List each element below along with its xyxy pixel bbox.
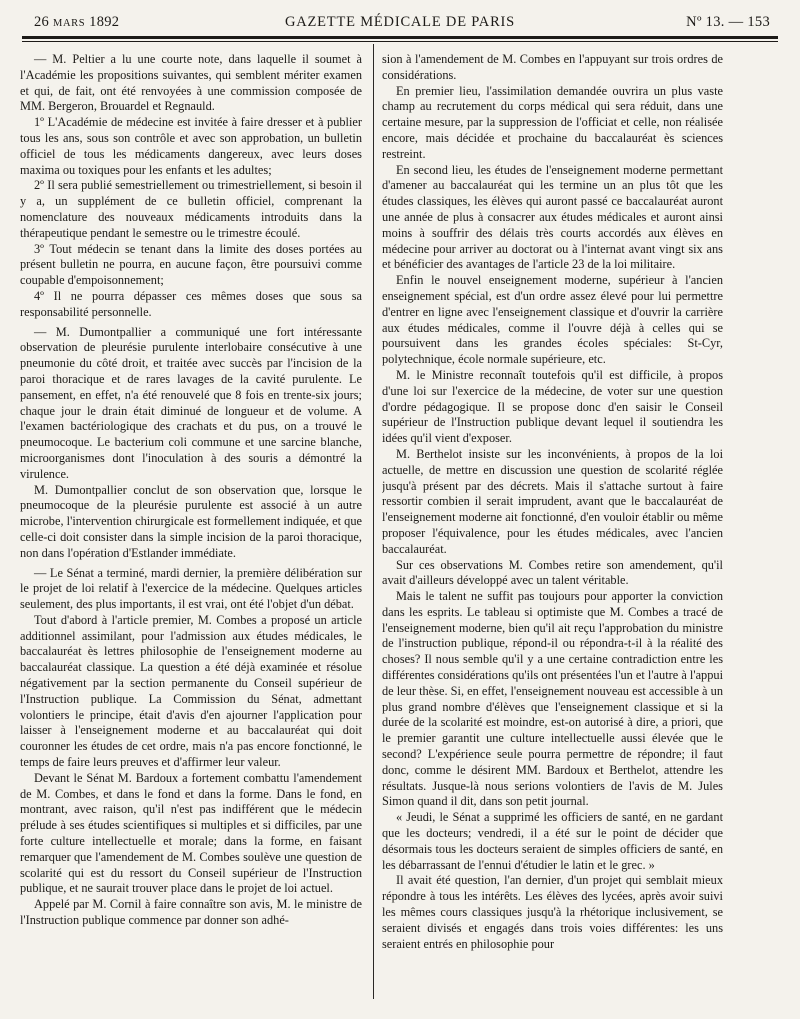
issue-date-day: 26: [34, 14, 50, 30]
paragraph: 1º L'Académie de médecine est invitée à faire dresser et à publier tous les ans, sous son contrôle et avec son approbation, un bulletin officiel de tous les médicaments dangereux, avec leurs doses maxima ou toxiques pour les enfants et les adultes;: [20, 115, 362, 177]
paragraph: — M. Dumontpallier a communiqué une fort intéressante observation de pleurésie purulente interlobaire consécutive à une pneumonie du côté droit, et traitée avec succès par l'incision de la paroi thoracique et de rares lavages de la cavité purulente. Le pansement, en effet, n'a été renouvelé que 8 fois en trente-six jours; chaque jour le drain était diminué de longueur et de volume. A l'examen bactériologique des crachats et du pus, on a trouvé le pneumocoque. Le bacterium coli commune et une sarcine blanche, microorganismes dont l'inoculation à des souris a démontré la virulence.: [20, 324, 362, 481]
paragraph: 4º Il ne pourra dépasser ces mêmes doses que sous sa responsabilité personnelle.: [20, 288, 362, 319]
issue-number: Nº 13. — 153: [686, 14, 770, 30]
paragraph: En premier lieu, l'assimilation demandée ouvrira un plus vaste champ au recrutement du corps médical qui sera réduit, dans une certaine mesure, par la suppression de l'officiat et celle, non réalisée encore, mais décidée et prochaine du baccalauréat ès sciences restreint.: [382, 83, 723, 161]
paragraph: — M. Peltier a lu une courte note, dans laquelle il soumet à l'Académie les propositions suivantes, qui semblent mériter examen et qui, de fait, ont été renvoyées à une commission composée de MM. Bergeron, Brouardel et Regnauld.: [20, 52, 362, 114]
paragraph: Appelé par M. Cornil à faire connaître son avis, M. le ministre de l'Instruction publique commence par donner son adhé-: [20, 897, 362, 928]
paragraph: « Jeudi, le Sénat a supprimé les officiers de santé, en ne gardant que les docteurs; vendredi, il a été sur le point de décider que désormais tous les docteurs seraient de simples officiers de santé, en les débarrassant de l'ennui d'étudier le latin et le grec. »: [382, 810, 723, 872]
issue-date-month: MARS: [53, 18, 86, 29]
left-column: [20, 52, 362, 1002]
paragraph: M. Dumontpallier conclut de son observation que, lorsque le pneumocoque de la pleurésie purulente est associé à un autre microbe, l'intervention chirurgicale est formellement indiquée, et que celle-ci doit consister dans la simple incision de la paroi thoracique, non dans l'opération d'Estlander immédiate.: [20, 482, 362, 560]
journal-title: GAZETTE MÉDICALE DE PARIS: [284, 14, 516, 30]
paragraph: M. Berthelot insiste sur les inconvénients, à propos de la loi actuelle, de mettre en discussion une question de scolarité réglée jusqu'à présent par des décrets. Mais il s'attache surtout à faire ressortir combien il serait imprudent, avant que le baccalauréat de l'enseignement moderne ait fonctionné, d'en vouloir établir ou même proposer l'équivalence, pour les études médicales, avec l'ancien baccalauréat.: [382, 446, 723, 556]
paragraph: sion à l'amendement de M. Combes en l'appuyant sur trois ordres de considérations.: [382, 52, 723, 82]
paragraph: Il avait été question, l'an dernier, d'un projet qui semblait mieux répondre à tous les intérêts. Les élèves des lycées, après avoir suivi les mêmes cours classiques jusqu'à la rhétorique inclusivement, se seraient divisés et engagés dans trois voies différentes: les uns seraient entrés en philosophie pour: [382, 873, 723, 951]
paragraph: Tout d'abord à l'article premier, M. Combes a proposé un article additionnel assimilant, pour l'admission aux études médicales, le baccalauréat ès lettres philosophie de l'enseignement moderne au baccalauréat classique. La question a été déjà examinée et résolue négativement par la section permanente du Conseil supérieur de l'Instruction publique. La Commission du Sénat, admettant volontiers le principe, était d'avis d'en ajourner l'application pour laisser à l'enseignement moderne et au baccalauréat qui doit couronner les études de cet ordre, mais n'a pas encore fonctionné, le temps de faire leurs preuves et d'affirmer leur valeur.: [20, 612, 362, 770]
page-header: [22, 12, 778, 34]
issue-date-year: 1892: [89, 14, 120, 30]
paragraph: Sur ces observations M. Combes retire son amendement, qu'il avait d'ailleurs développé avec un talent véritable.: [382, 557, 723, 588]
header-rule-thin: [22, 41, 778, 42]
paragraph: 3º Tout médecin se tenant dans la limite des doses portées au présent bulletin ne pourra, en aucune façon, être poursuivi comme coupable d'empoisonnement;: [20, 241, 362, 288]
column-divider: [373, 44, 374, 999]
paragraph: M. le Ministre reconnaît toutefois qu'il est difficile, à propos d'une loi sur l'exercice de la médecine, de voter sur une question d'ordre pédagogique. Il se propose donc d'en saisir le Conseil supérieur de l'Instruction publique devant lequel il soutiendra les idées qu'il vient d'exposer.: [382, 367, 723, 446]
paragraph: — Le Sénat a terminé, mardi dernier, la première délibération sur le projet de loi relatif à l'exercice de la médecine. Quelques articles seulement, des plus importants, il est vrai, ont été l'objet d'un débat.: [20, 565, 362, 612]
paragraph: Enfin le nouvel enseignement moderne, supérieur à l'ancien enseignement spécial, est d'un ordre assez élevé pour lui permettre d'entrer en ligne avec l'enseignement classique et d'ouvrir la carrière aux études médicales, comme il l'ouvre déjà à celles qui se poursuivent dans les grandes écoles spéciales: St-Cyr, polytechnique, école normale supérieure, etc.: [382, 273, 723, 367]
paragraph: Devant le Sénat M. Bardoux a fortement combattu l'amendement de M. Combes, et dans le fond et dans la forme. Dans le fond, en montrant, avec raison, qu'il n'est pas indifférent que le médecin prélude à ses études scientifiques si multiples et si difficiles, par une forte culture intellectuelle et morale; dans la forme, en faisant remarquer que l'amendement de M. Combes soulève une question de scolarité qui est du ressort du Conseil supérieur de l'Instruction publique, et ne saurait trouver place dans le projet de loi actuel.: [20, 770, 362, 896]
paragraph: Mais le talent ne suffit pas toujours pour apporter la conviction dans les esprits. Le tableau si optimiste que M. Combes a tracé de l'enseignement moderne, bien qu'il ait reçu l'approbation du ministre de l'instruction publique, répond-il ou répondra-t-il à la réalité des choses? Il nous semble qu'il y a une certaine contradiction entre les différentes considérations qu'ils ont présentées l'un et l'autre à l'appui de leur thèse. Si, en effet, l'enseignement nouveau est accessible à un plus grand nombre d'élèves que l'enseignement classique et si la durée de la scolarité est moindre, est-on autorisé à dire, a priori, que le premier garantit une culture intellectuelle aussi élevée que le second? L'expérience seule pourra permettre de répondre; il faut donc, comme le désirent MM. Bardoux et Berthelot, attendre les résultats. Jusque-là nous serions volontiers de l'avis de M. Jules Simon quand il dit, dans son petit journal.: [382, 589, 723, 809]
right-column: [382, 52, 723, 1002]
paragraph: En second lieu, les études de l'enseignement moderne permettant d'amener au baccalauréat qui les termine un an plus tôt que les études classiques, les élèves qui auront passé ce baccalauréat auront une année de plus à consacrer aux études médicales et auront ainsi moins à souffrir des délais très courts accordés aux élèves en médecine pour arriver au doctorat ou à l'internat avant vingt six ans et bénéficier des avantages de l'article 23 de la loi militaire.: [382, 162, 723, 272]
header-rule-thick: [22, 36, 778, 39]
paragraph: 2º Il sera publié semestriellement ou trimestriellement, si besoin il y a, un supplément de ce bulletin officiel, comprenant la nomenclature des nouveaux médicaments introduits dans la thérapeutique pendant le semestre ou le trimestre écoulé.: [20, 178, 362, 240]
